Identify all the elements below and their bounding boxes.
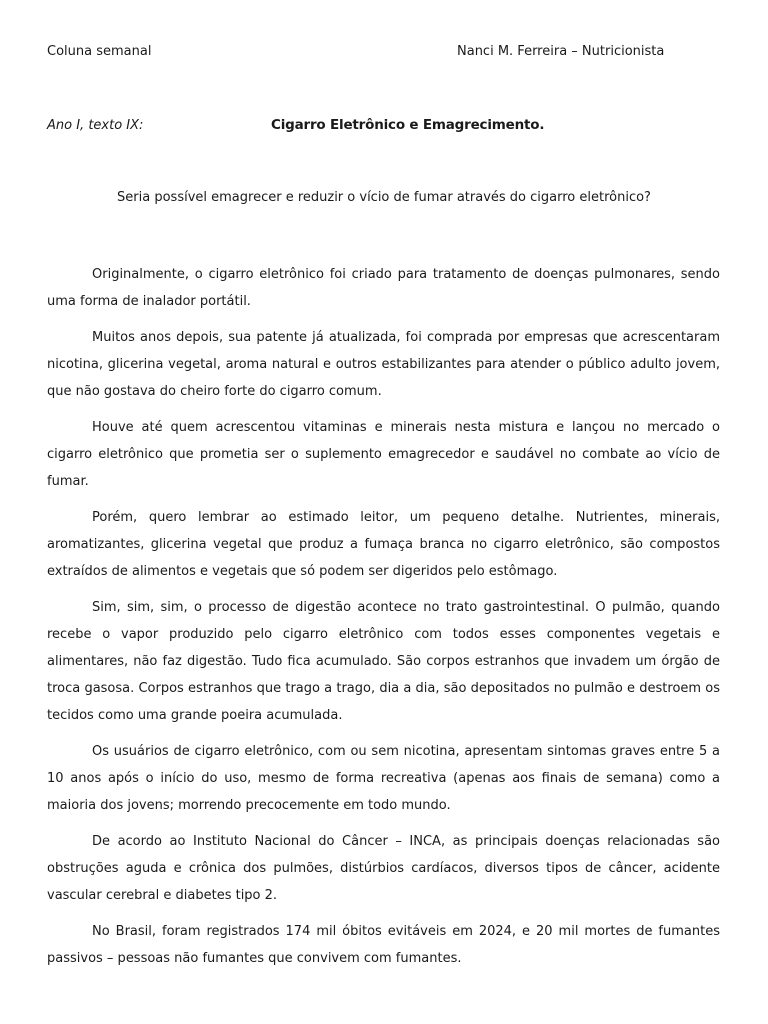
article-body <box>47 261 720 981</box>
column-label: Coluna semanal <box>47 44 152 59</box>
paragraph: Houve até quem acrescentou vitaminas e minerais nesta mistura e lançou no mercado o cigarro eletrônico que prometia ser o suplemento emagrecedor e saudável no combate ao vício de fumar. <box>47 420 720 489</box>
paragraph: Sim, sim, sim, o processo de digestão acontece no trato gastrointestinal. O pulmão, quando recebe o vapor produzido pelo cigarro eletrônico com todos esses componentes vegetais e alimentares, não faz digestão. Tudo fica acumulado. São corpos estranhos que invadem um órgão de troca gasosa. Corpos estranhos que trago a trago, dia a dia, são depositados no pulmão e destroem os tecidos como uma grande poeira acumulada. <box>47 600 720 723</box>
series-label: Ano I, texto IX: <box>47 118 144 133</box>
paragraph: No Brasil, foram registrados 174 mil óbitos evitáveis em 2024, e 20 mil mortes de fumantes passivos – pessoas não fumantes que convivem com fumantes. <box>47 924 720 966</box>
author-label: Nanci M. Ferreira – Nutricionista <box>457 44 665 59</box>
paragraph: De acordo ao Instituto Nacional do Câncer – INCA, as principais doenças relacionadas são obstruções aguda e crônica dos pulmões, distúrbios cardíacos, diversos tipos de câncer, acidente vascular cerebral e diabetes tipo 2. <box>47 834 720 903</box>
article-title: Cigarro Eletrônico e Emagrecimento. <box>271 117 545 133</box>
paragraph: Originalmente, o cigarro eletrônico foi criado para tratamento de doenças pulmonares, sendo uma forma de inalador portátil. <box>47 267 720 309</box>
paragraph: Porém, quero lembrar ao estimado leitor, um pequeno detalhe. Nutrientes, minerais, aromatizantes, glicerina vegetal que produz a fumaça branca no cigarro eletrônico, são compostos extraídos de alimentos e vegetais que só podem ser digeridos pelo estômago. <box>47 510 720 579</box>
paragraph: Os usuários de cigarro eletrônico, com ou sem nicotina, apresentam sintomas graves entre 5 a 10 anos após o início do uso, mesmo de forma recreativa (apenas aos finais de semana) como a maioria dos jovens; morrendo precocemente em todo mundo. <box>47 744 720 813</box>
paragraph: Muitos anos depois, sua patente já atualizada, foi comprada por empresas que acrescentaram nicotina, glicerina vegetal, aroma natural e outros estabilizantes para atender o público adulto jovem, que não gostava do cheiro forte do cigarro comum. <box>47 330 720 399</box>
article-question: Seria possível emagrecer e reduzir o vício de fumar através do cigarro eletrônico? <box>117 190 651 205</box>
